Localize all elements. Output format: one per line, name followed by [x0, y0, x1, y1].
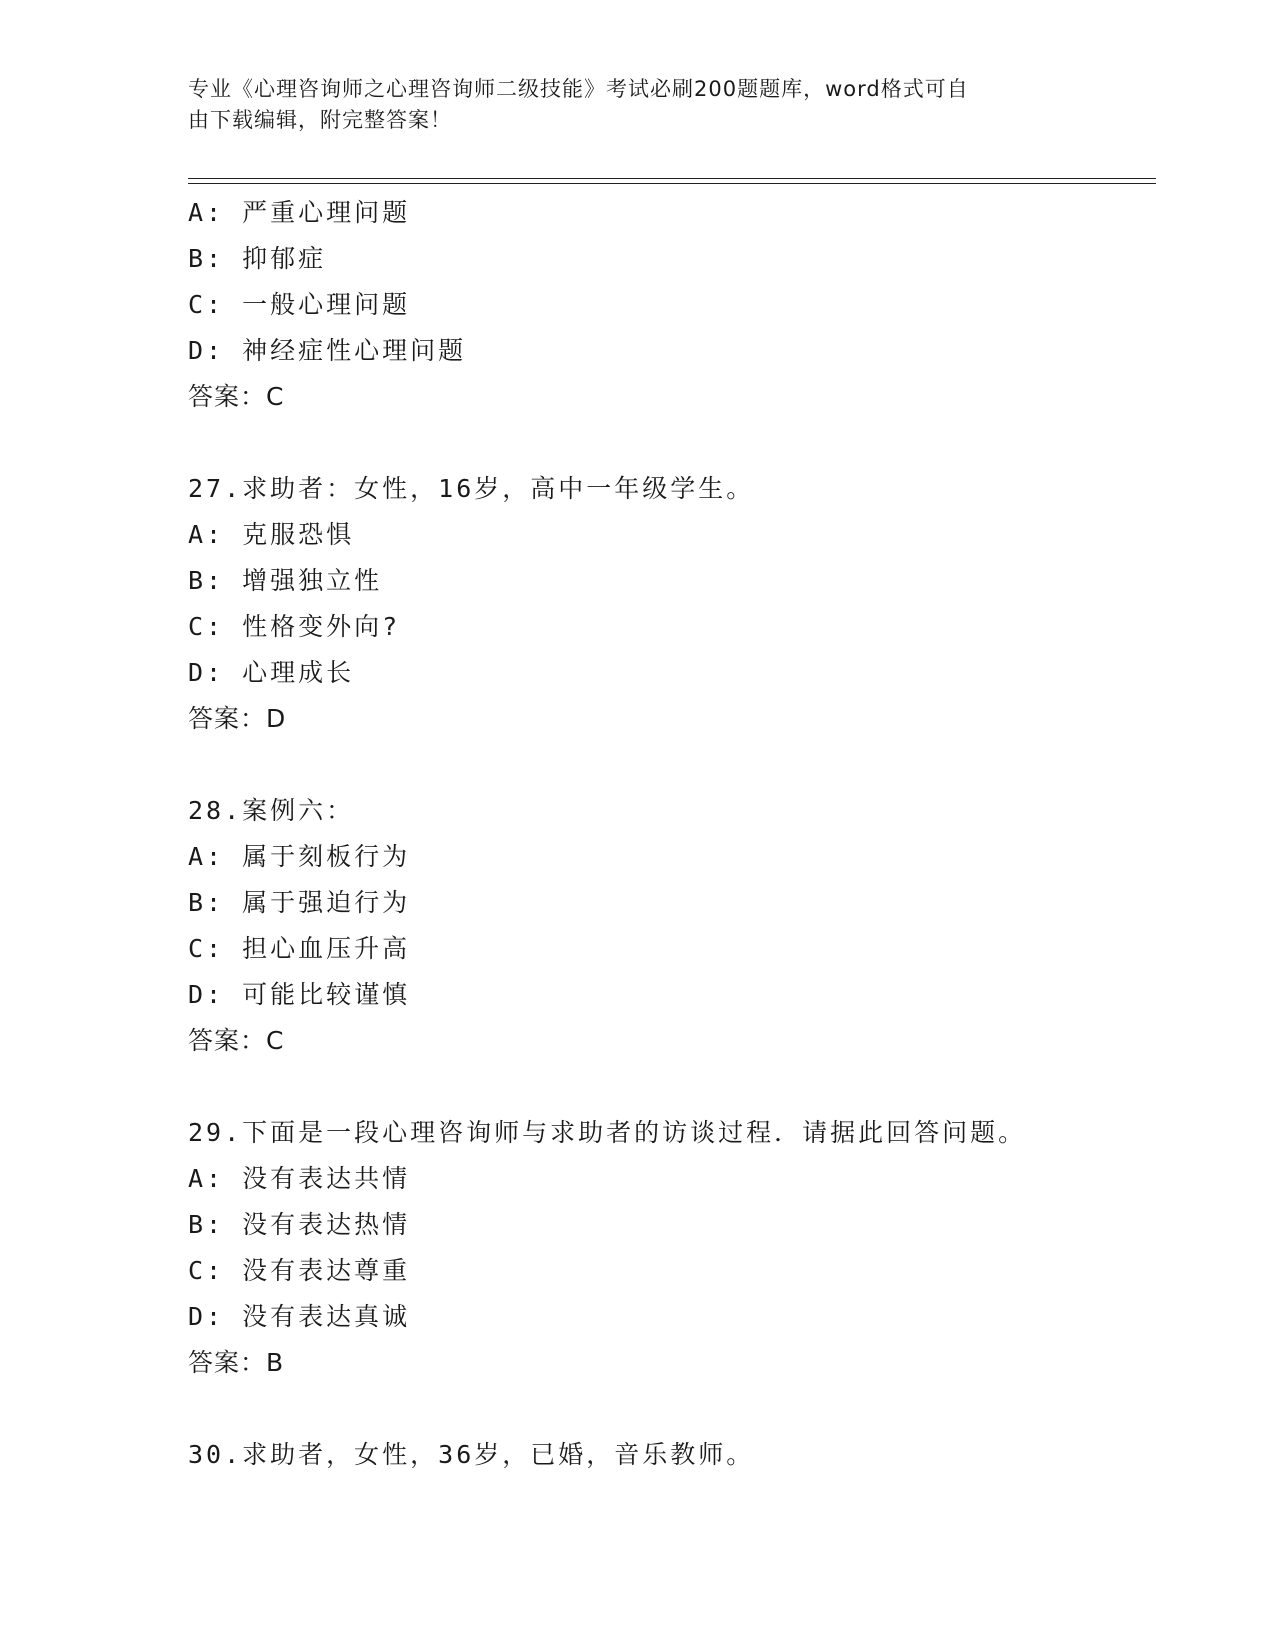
header-line-2: 由下载编辑，附完整答案！	[188, 108, 452, 132]
spacer	[188, 1386, 1148, 1432]
option-a: A: 没有表达共情	[188, 1164, 411, 1193]
answer-line: 答案：D	[188, 704, 287, 733]
document-header	[188, 74, 1068, 136]
question-stem: 30.求助者，女性，36岁，已婚，音乐教师。	[188, 1440, 755, 1469]
option-d: D: 神经症性心理问题	[188, 336, 467, 365]
question-27-block	[188, 466, 1148, 742]
option-a: A: 属于刻板行为	[188, 842, 411, 871]
option-c: C: 没有表达尊重	[188, 1256, 411, 1285]
option-b: B: 属于强迫行为	[188, 888, 411, 917]
question-28-block	[188, 788, 1148, 1064]
option-d: D: 没有表达真诚	[188, 1302, 411, 1331]
answer-line: 答案：C	[188, 1026, 285, 1055]
spacer	[188, 1064, 1148, 1110]
option-b: B: 增强独立性	[188, 566, 383, 595]
option-a: A: 严重心理问题	[188, 198, 411, 227]
option-b: B: 没有表达热情	[188, 1210, 411, 1239]
answer-line: 答案：C	[188, 382, 285, 411]
header-line-1: 专业《心理咨询师之心理咨询师二级技能》考试必刷200题题库，word格式可自	[188, 77, 969, 101]
option-b: B: 抑郁症	[188, 244, 327, 273]
question-30-block	[188, 1432, 1148, 1478]
header-rule-top	[188, 178, 1156, 179]
question-stem: 27.求助者：女性，16岁，高中一年级学生。	[188, 474, 755, 503]
option-d: D: 可能比较谨慎	[188, 980, 411, 1009]
question-list	[188, 190, 1148, 1478]
question-stem: 28.案例六：	[188, 796, 355, 825]
header-rule-bottom	[188, 183, 1156, 184]
option-c: C: 担心血压升高	[188, 934, 411, 963]
spacer	[188, 742, 1148, 788]
question-29-block	[188, 1110, 1148, 1386]
question-stem: 29.下面是一段心理咨询师与求助者的访谈过程．请据此回答问题。	[188, 1118, 1027, 1147]
option-d: D: 心理成长	[188, 658, 355, 687]
spacer	[188, 420, 1148, 466]
question-26-block	[188, 190, 1148, 420]
option-c: C: 性格变外向?	[188, 612, 401, 641]
answer-line: 答案：B	[188, 1348, 285, 1377]
option-a: A: 克服恐惧	[188, 520, 355, 549]
option-c: C: 一般心理问题	[188, 290, 411, 319]
